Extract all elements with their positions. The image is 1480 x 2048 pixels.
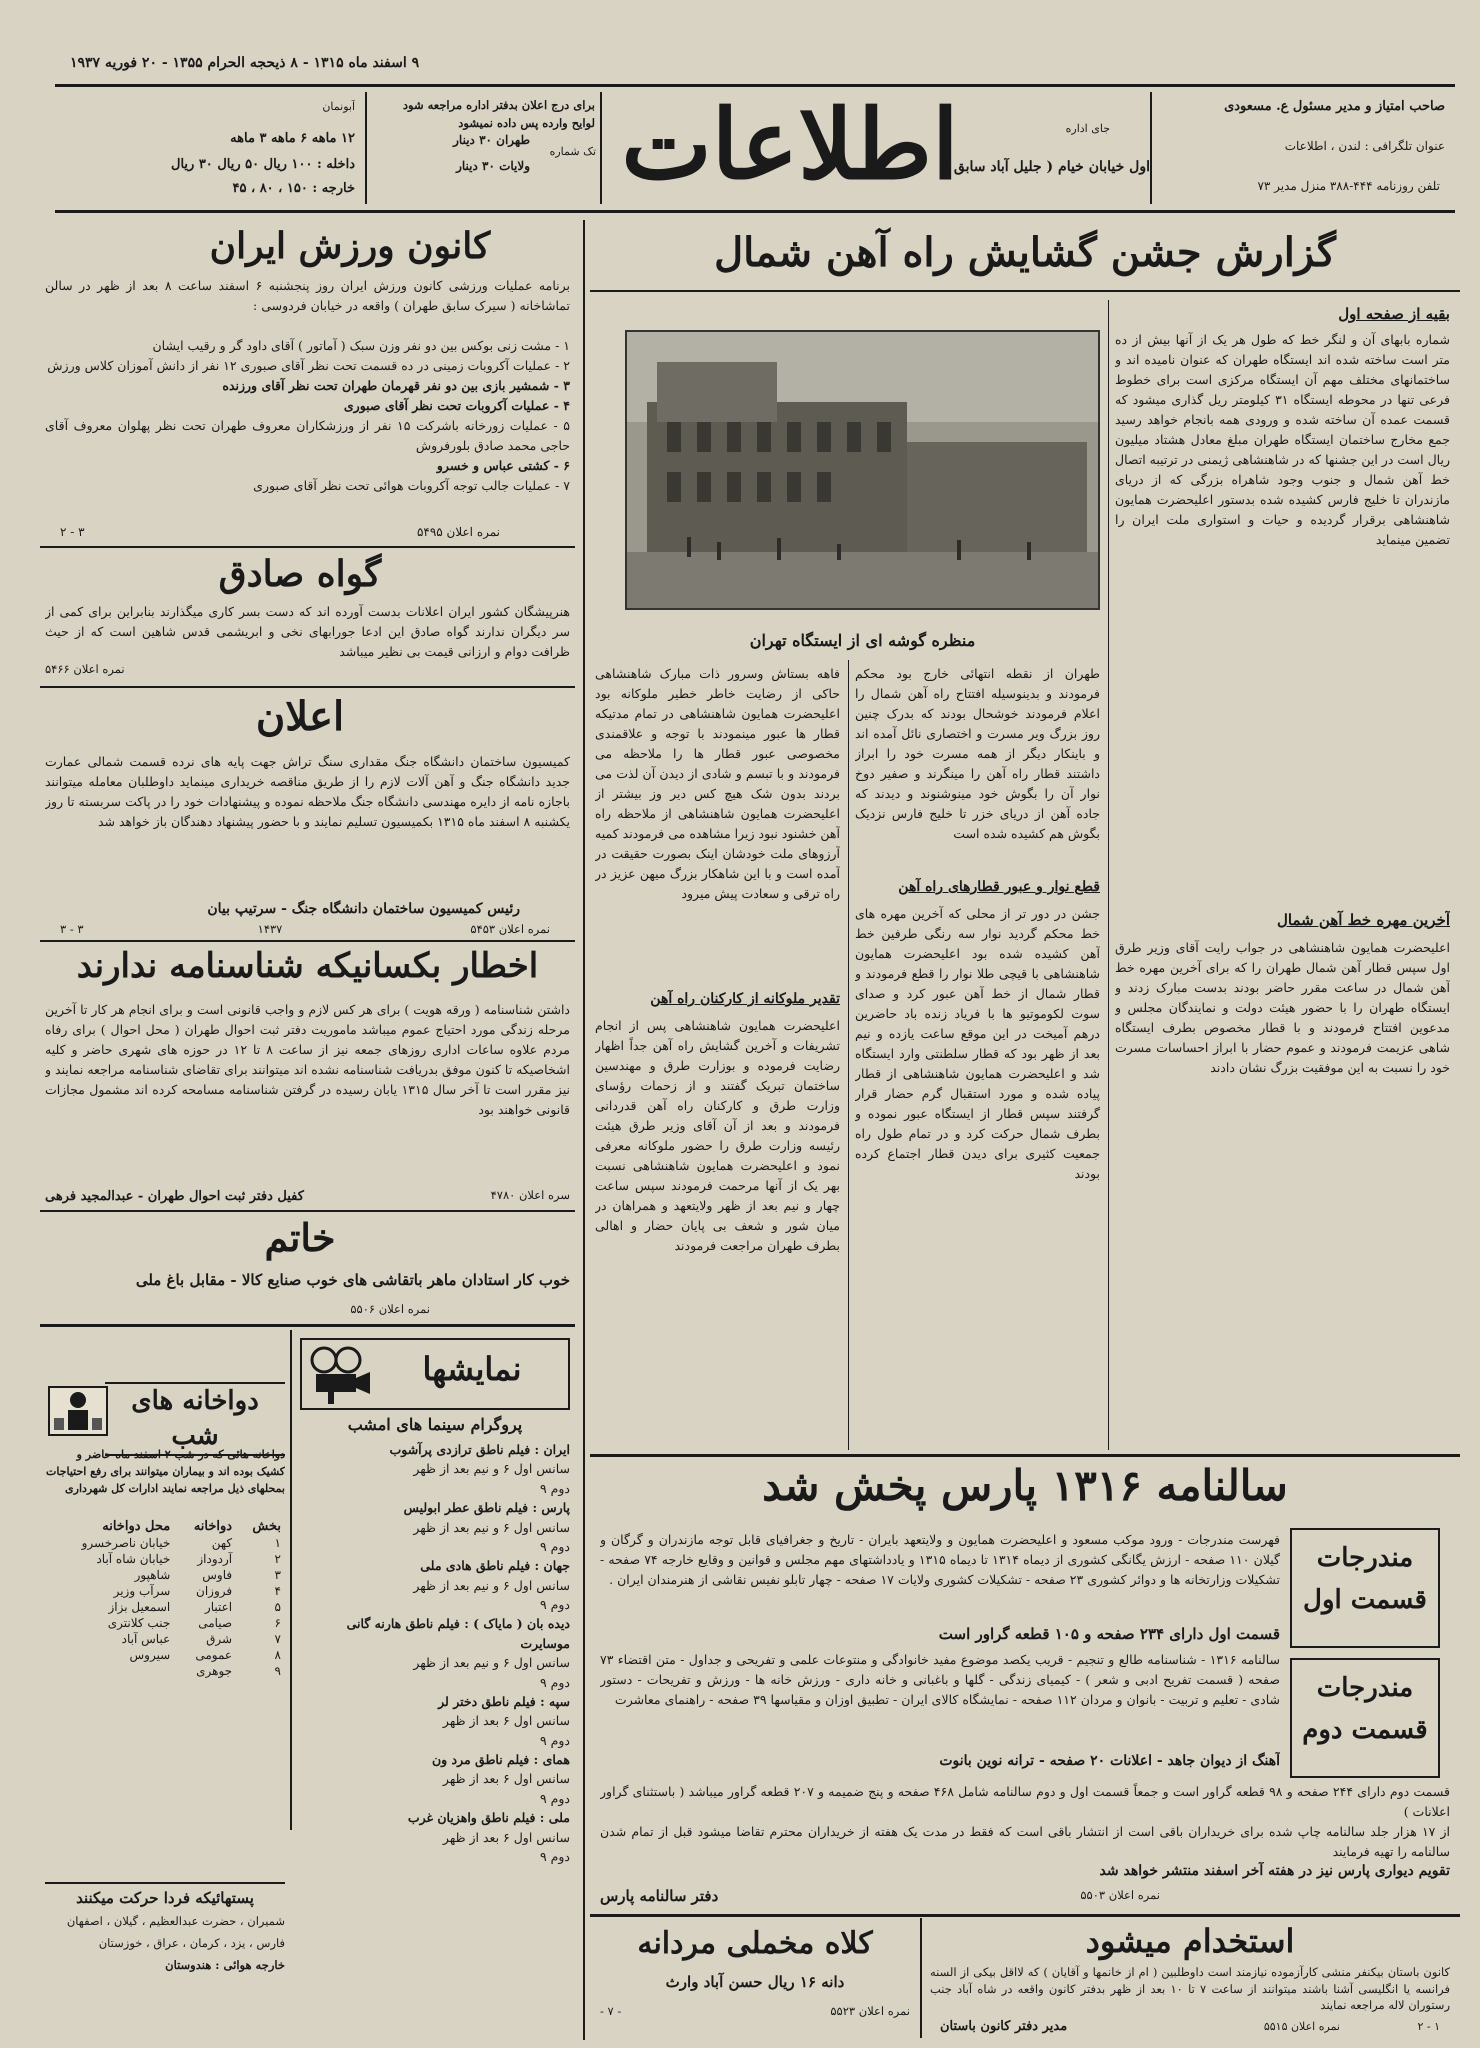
hiring-ref: نمره اعلان ۵۵۱۵ [1263, 2020, 1340, 2033]
list-item: پارس : فیلم ناطق عطر ابولیس سانس اول ۶ و نیم بعد از ظهر دوم ۹ [403, 1500, 570, 1554]
pharmacist-icon [50, 1388, 106, 1434]
hiring-title: استخدام میشود [1085, 1922, 1295, 1960]
warning-ref: سره اعلان ۴۷۸۰ [490, 1188, 570, 1202]
notice-ref3: ۱۴۳۷ [257, 922, 283, 936]
table-row: ۸ عمومی سیروس [129, 1648, 281, 1662]
table-row: ۹ جوهری [196, 1664, 281, 1678]
masthead-phone: تلفن روزنامه ۴۴۴-۳۸۸ منزل مدیر ۷۳ [1257, 179, 1440, 193]
masthead-subs-foreign: خارجه : ۱۵۰ ، ۸۰ ، ۴۵ [232, 181, 355, 196]
warning-title: اخطار بکسانیکه شناسنامه ندارند [76, 946, 539, 986]
almanac-ref: نمره اعلان ۵۵۰۳ [1080, 1888, 1160, 1902]
list-item: جهان : فیلم ناطق هادی ملی سانس اول ۶ و نیم بعد از ظهر دوم ۹ [413, 1558, 570, 1612]
pharmacy-intro: دواخانه هائی که در شب ۲ اسفند ماه حاضر و کشیک بوده اند و بیماران میتوانند برای رفع احتیاجات بمحلهای ذیل مراجعه نمایند ادارات کل شهرداری [46, 1448, 285, 1496]
masthead-price-provinces: ولایات ۳۰ دینار [456, 159, 530, 173]
cinema-program [300, 1440, 570, 1866]
table-row: ۲ آردوداز خیابان شاه آباد [96, 1552, 281, 1566]
railway-col-right-sub: آخرین مهره خط آهن شمال [1277, 911, 1450, 929]
table-row: ۷ شرق عباس آباد [121, 1632, 281, 1646]
masthead-office-label: جای اداره [1065, 122, 1110, 135]
notice-title: اعلان [255, 693, 345, 740]
witness-body: هنرپیشگان کشور ایران اعلانات بدست آورده اند که دست بسر کاری میگذارند بنابراین برای کمی از سر دیگران ندارند گواه صادق این ادعا جورابهای نخی و ابریشمی قدس شاهین است که از حیث ظرافت دوام و ارزانی قیمت بی نظیر میباشد [45, 604, 570, 659]
witness-title: گواه صادق [218, 553, 382, 595]
list-item: ۷ - عملیات جالب توجه آکروبات هوائی تحت نظر آقای صبوری [253, 478, 570, 493]
list-item: ۳ - شمشیر بازی بین دو نفر قهرمان طهران تحت نظر آقای ورزنده [222, 378, 570, 393]
pharmacy-tomorrow-line: شمیران ، حضرت عبدالعظیم ، گیلان ، اصفهان [66, 1914, 285, 1928]
cinema-header [300, 1338, 570, 1410]
railway-col-mid-2: جشن در دور تر از محلی که آخرین مهره های خط محکم گردید نوار سه رنگی طرفین خط آهن کشیده شده بود اعلیحضرت همایون شاهنشاهی با قیچی طلا نوار را قطع فرمودند و قطار شمال از خط آهن عبور کرد و صدای سوت لکوموتیو ها با فریاد زنده باد حاضرین درهم آمیخت در این موقع ساعت یازده و نیم بعد از ظهر بود که قطار سلطنتی وارد ایستگاه شد و اعلیحضرت همایون شاهنشاهی از قطار پیاده شده و مورد استقبال گرم حضار قرار گرفتند سپس قطار از ایستگاه عبور نموده و بطرف شمال حرکت کرد و در تمام طول راه جمعیت کثیری برای دیدن قطار اجتماع کرده بودند [855, 906, 1100, 1181]
railway-col-right: شماره بابهای آن و لنگر خط که طول هر یک از آنها بیش از ده متر است ساخته شده اند ایستگاه طهران که عنوان نامیده اند و ساختمانهای مختلف مهم آن ایستگاه مرکزی است برای خطوط فرعی تنها در محوطه ایستگاه ۳۱ کیلومتر ریل گذاری میشود که قسمت عمده آن ساخته شده و ورودی همه بانجام خواهد رسید جمع مخارج ساختمان ایستگاه طهران مبلغ معادل هشتاد میلیون ریال است در این جشنها که در شاهنشاهی ژیمنی در ترتیبه اتصال خط آهن شمال و جنوب وجود شاهراه بزرگی که از دریای مازندران تا خلیج فارس کشیده شده بدستور اعلیحضرت همایون شاهنشاهی برقرار گردیده و حیات و استواری ملت ایران را تضمین مینماید [1115, 332, 1450, 547]
railway-col-left-2: اعلیحضرت همایون شاهنشاهی پس از انجام تشریفات و آخرین گشایش راه آهن جداً اظهار رضایت فرموده و بوزارت طرق و مهندسین ساختمان تبریک گفتند و از زحمات رؤسای وزارت طرق و کارکنان راه آهن قدردانی فرمودند و بعد از آن آقای وزیر طرق هیئت رئیسه وزارت طرق را حضور ملوکانه معرفی نمود و اعلیحضرت همایون شاهنشاهی نسبت بهر یک از آنها مرحمت فرمودند سپس ساعت چهار و نیم بعد از ظهر ولایتعهد و همراهان در میان شور و شعف بی پایان حضار و اهالی بطرف طهران مراجعت فرمودند [595, 1018, 840, 1253]
list-item: ۶ - کشتی عباس و خسرو [436, 458, 570, 473]
masthead-ad-note-1: برای درج اعلان بدفتر اداره مراجعه شود [402, 98, 595, 112]
railway-col-mid: طهران از نقطه انتهائی خارج بود محکم فرمودند و بدینوسیله افتتاح راه آهن شمال را اعلام فرمودند خوشحال بودند که بدرک چنین روز بزرگ ویر مسرت و اختصاری نائل آمده اند و باینکار دیگر از همه مسرت خود را ابراز داشتند قطار راه آهن را مینگرند و صفیر دوخ نوار آن را بگوش خود مینوشنوند و دیدند که جاده آهن از دریای خزر تا خلیج فارس نزدیک بگوش هم کشیده شده است [855, 666, 1100, 841]
almanac-publisher: دفتر سالنامه پارس [600, 1887, 719, 1905]
table-row: ۴ فروزان سرآب وزیر [113, 1584, 281, 1598]
masthead-subs-domestic: داخله : ۱۰۰ ریال ۵۰ ریال ۳۰ ریال [171, 157, 355, 172]
masthead-price-label: تک شماره [549, 145, 596, 158]
table-header: محل دواخانه [102, 1519, 171, 1534]
pharmacy-tomorrow-title: پستهائیکه فردا حرکت میکنند [76, 1889, 254, 1907]
dateline: ۹ اسفند ماه ۱۳۱۵ - ۸ ذیحجه الحرام ۱۳۵۵ - ۲۰ فوریه ۱۹۳۷ [70, 55, 420, 71]
warning-signature: کفیل دفتر ثبت احوال طهران - عبدالمجید فرهی [45, 1189, 304, 1204]
list-item: ایران : فیلم ناطق ترازدی پرآشوب سانس اول ۶ و نیم بعد از ظهر دوم ۹ [389, 1442, 570, 1496]
pharmacy-tomorrow-line: فارس ، یزد ، کرمان ، عراق ، خوزستان [98, 1936, 285, 1950]
list-item: همای : فیلم ناطق مرد ون سانس اول ۶ بعد از ظهر دوم ۹ [431, 1752, 570, 1806]
cinema-subtitle: پروگرام سینما های امشب [347, 1415, 523, 1434]
masthead-subs-label: آبونمان [322, 100, 355, 113]
table-row: ۶ صیامی جنب کلانتری [107, 1616, 281, 1630]
almanac-text-2: سالنامه ۱۳۱۶ - شناسنامه طالع و تنجیم - قریب یکصد موضوع مفید خانوادگی و منتوعات علمی و تفریحی و جداول - متن اقتضاء ۷۳ صفحه ( قسمت تفریح ادبی و شعر ) - کیمیای زندگی - گلها و باغبانی و خانه داری - ورزش خانه ها - ورزش و تفریحات - دستور شادی - تعلیم و تربیت - بانوان و مردان ۱۱۲ صفحه - نمایشگاه کالای ایران - تطبیق اوزان و مقیاسها ۳۹ صفحه - راهنمای معاشرت [600, 1652, 1280, 1707]
cinema-title: نمایشها [422, 1350, 522, 1388]
notice-ref: نمره اعلان ۵۴۵۳ [470, 922, 550, 936]
khatam-body: خوب کار استادان ماهر باتقاشی های خوب صنایع کالا - مقابل باغ ملی [135, 1271, 570, 1289]
pharmacy-logo [48, 1386, 108, 1436]
list-item: ملی : فیلم ناطق واهزیان غرب سانس اول ۶ بعد از ظهر دوم ۹ [407, 1810, 570, 1864]
masthead-price-tehran: طهران ۳۰ دینار [453, 133, 530, 147]
railway-col-left: فاهه بستاش وسرور ذات مبارک شاهنشاهی حاکی از رضایت خاطر خطیر ملوکانه بود اعلیحضرت همایون شاهنشاهی در تمام مدتیکه قطار ها عبور مینمودند با توجه و علاقمندی مخصوصی عبور قطار ها را ملاحظه می فرمودند و با تبسم و شادی از دیدن آن لذت می بردند بدون شک هیچ کس دیر وز بیشتر از اعلیحضرت همایون شاهنشاهی از ملاحظه راه آهن خشنود نبود زیرا مشاهده می فرمودند کمیه آرزوهای ملت خودشان اینک بصورت حقیقت در آمده است و با این شاهکار بزرگ میهن عزیز در راه ترقی و سعادت پیش میرود [595, 666, 840, 901]
hiring-ref2: ۱ - ۲ [1417, 2020, 1440, 2033]
hiring-signature: مدیر دفتر کانون باستان [940, 2019, 1068, 2034]
masthead-address: اول خیابان خیام ( جلیل آباد سابق ) [942, 159, 1150, 175]
almanac-lottery-line: آهنگ از دیوان جاهد - اعلانات ۲۰ صفحه - ترانه نوین بانوت [939, 1753, 1280, 1769]
almanac-calendar-line: تقویم دیواری پارس نیز در هفته آخر اسفند منتشر خواهد شد [1099, 1863, 1450, 1879]
table-row: ۵ اعتبار اسمعیل بزاز [108, 1600, 281, 1614]
projector-icon [304, 1344, 374, 1406]
almanac-text-1: فهرست مندرجات - ورود موکب مسعود و اعلیحضرت همایون و ولایتعهد بایران - تاریخ و جغرافیای قابل توجه مازندران و گرگان و گیلان ۱۱۰ صفحه - ارزش یگانگی کشوری از دیماه ۱۳۱۴ تا دیماه ۱۳۱۵ و یادداشتهای مهم مجلس و قوانین و وقایع خارجه ۷۴ صفحه - تشکیلات وزارتخانه ها و دوائر کشوری ۲۳ صفحه - تشکیلات کشوری ولایات ۱۷ صفحه - چهار تابلو نفیس نقاشی از هنرمندان ایران . [600, 1532, 1280, 1587]
table-header: دواخانه [193, 1519, 233, 1534]
masthead-subs-header: ۱۲ ماهه ۶ ماهه ۳ ماهه [230, 131, 355, 146]
railway-photo-caption: منظره گوشه ای از ایستگاه تهران [749, 631, 976, 650]
list-item: ۲ - عملیات آکروبات زمینی در ده قسمت تحت نظر آقای صبوری ۱۲ نفر از دانش آموزان کلاس ورزش [47, 358, 570, 373]
table-header: بخش [252, 1519, 281, 1534]
masthead-title: اطلاعات [621, 92, 959, 198]
hats-title: کلاه مخملی مردانه [637, 1926, 873, 1961]
almanac-note: از ۱۷ هزار جلد سالنامه چاپ شده برای خریداران باقی است از انتشار باقی است که فقط در مدت یک هفته از خریداران محترم تقاضا میشود قبل از تمام شدن سالنامه را تهیه فرمایند [600, 1824, 1450, 1859]
sport-intro: برنامه عملیات ورزشی کانون ورزش ایران روز پنجشنبه ۶ اسفند ساعت ۸ بعد از ظهر در سالن تماشاخانه ( سیرک سابق طهران ) واقعه در خیابان فردوسی : [45, 278, 570, 313]
notice-body: کمیسیون ساختمان دانشگاه جنگ مقداری سنگ تراش جهت پایه های نرده قسمت شمالی عمارت جدید دانشگاه جنگ و آهن آلات لازم را از طریق مناقصه خریداری مینماید داوطلبان معامله میتوانند باجازه نامه از دایره مهندسی دانشگاه جنگ ملاحظه نموده و پیشنهادات خود را در پاکت سربسته تا روز یکشنبه ۸ اسفند ماه ۱۳۱۵ بکمیسیون تسلیم نمایند و با حضور پیشنهاد دهندگان باز خواهد شد [45, 754, 570, 829]
hiring-body: کانون باستان بیکنفر منشی کارآزموده نیازمند است داوطلبین ( ام از خانمها و آقایان ) که لااقل بیکی از السنه فرانسه یا انگلیسی آشنا باشند میتوانند از ساعت ۷ تا ۱۰ بعد از ظهر بدفتر کانون واقعه در شاه آباد جنب رستوران لاله مراجعه نمایند [930, 1965, 1450, 2013]
railway-col-left-sub: تقدیر ملوکانه از کارکنان راه آهن [650, 991, 840, 1007]
list-item: ۴ - عملیات آکروبات تحت نظر آقای صبوری [343, 398, 570, 413]
almanac-contents-box-2 [1290, 1658, 1440, 1778]
hats-ref: نمره اعلان ۵۵۲۳ [830, 2004, 910, 2018]
table-row: ۳ فاوس شاهپور [134, 1568, 281, 1582]
masthead-telegraph: عنوان تلگرافی : لندن ، اطلاعات [1284, 139, 1445, 153]
pharmacy-tomorrow-line: خارجه هوائی : هندوستان [165, 1958, 285, 1972]
table-row: ۱ کهن خیابان ناصرخسرو [81, 1536, 281, 1550]
hats-subtitle: دانه ۱۶ ریال حسن آباد وارث [665, 1973, 845, 1991]
hats-ref2: - ۷ - [600, 2004, 622, 2018]
railway-col-mid-sub: قطع نوار و عبور قطارهای راه آهن [898, 879, 1100, 895]
warning-body: داشتن شناسنامه ( ورقه هویت ) برای هر کس لازم و واجب قانونی است و برای انجام هر کار تا آخرین مرحله زندگی مورد احتیاج عموم میباشد ماموریت دفتر ثبت احوال طهران ( محل احوال ) برای رفاه مردم علاوه ساعات اداری روزهای جمعه نیز از ساعت ۸ تا ۱۲ در حوزه های شهری حاضر و کلیه اشخاصیکه تا کنون موفق بدریافت شناسنامه نشده اند میتوانند برای تقاضای شناسنامه مراجعه نمایند و نیز مقرر است تا آخر سال ۱۳۱۵ یابان رسیده در گرفتن شناسنامه مسامحه کرده اند مشمول مجازات قانونی خواهند بود [45, 1002, 570, 1117]
railway-title: گزارش جشن گشایش راه آهن شمال [714, 229, 1336, 276]
sport-ref: نمره اعلان ۵۴۹۵ [416, 525, 500, 539]
almanac-contents-box-1 [1290, 1528, 1440, 1648]
station-building-image [627, 332, 1098, 608]
railway-col-right-2: اعلیحضرت همایون شاهنشاهی در جواب رایت آقای وزیر طرق اول سپس قطار آهن شمال طهران را که برای آخرین مهره خط آهن شمال در ساعت مقرر حاضر بودند بدست مبارک زدند و ایستگاه طهران را با حضور هیئت دولت و نمایندگان مجلس و مدعوین افتتاح فرمودند و با قطار مخصوص بطرف ایستگاه شاهی عزیمت فرمودند و عموم حضار با ابراز احساسات مسرت خود را نسبت به این موفقیت بزرگ نشان دادند [1115, 940, 1450, 1075]
masthead-ad-note-2: لوایح وارده پس داده نمیشود [458, 116, 595, 130]
masthead-owner: صاحب امتیاز و مدیر مسئول ع. مسعودی [1224, 99, 1445, 114]
list-item: ۵ - عملیات زورخانه باشرکت ۱۵ نفر از ورزشکاران معروف طهران تحت نظر پهلوان معروف آقای حاجی محمد صادق بلورفروش [45, 418, 570, 453]
pharmacy-title: دواخانه های شب [105, 1382, 285, 1456]
list-item: ۱ - مشت زنی بوکس بین دو نفر وزن سبک ( آماتور ) آقای داود گر و رقیب ایشان [152, 338, 570, 353]
railway-continued: بقیه از صفحه اول [1338, 305, 1450, 323]
pharmacy-table [45, 1518, 285, 1679]
list-item: سپه : فیلم ناطق دختر لر سانس اول ۶ بعد از ظهر دوم ۹ [438, 1693, 570, 1748]
almanac-contents-label: مندرجات قسمت اول [1303, 1543, 1427, 1615]
notice-ref2: ۳ - ۳ [60, 922, 84, 936]
almanac-part2-summary: قسمت دوم دارای ۲۴۴ صفحه و ۹۸ قطعه گراور است و جمعاً قسمت اول و دوم سالنامه شامل ۴۶۸ صفحه و پنج ضمیمه و ۲۰۷ قطعه گراور میباشد ( باستثنای گراور اعلانات ) [600, 1784, 1450, 1819]
list-item: دیده بان ( مایاک ) : فیلم ناطق هارنه گانی موسایرت سانس اول ۶ و نیم بعد از ظهر دوم ۹ [346, 1616, 570, 1690]
khatam-ref: نمره اعلان ۵۵۰۶ [350, 1302, 430, 1316]
notice-signature: رئیس کمیسیون ساختمان دانشگاه جنگ - سرتیپ بیان [207, 901, 520, 917]
sport-title: کانون ورزش ایران [209, 225, 491, 267]
almanac-title: سالنامه ۱۳۱۶ پارس پخش شد [762, 1461, 1288, 1510]
railway-station-photo [625, 330, 1100, 610]
sport-program-list [45, 336, 570, 496]
khatam-title: خاتم [264, 1215, 336, 1260]
witness-ref: نمره اعلان ۵۴۶۶ [45, 662, 125, 676]
almanac-part1-summary: قسمت اول دارای ۲۳۴ صفحه و ۱۰۵ قطعه گراور است [938, 1625, 1280, 1643]
almanac-contents-label: مندرجات قسمت دوم [1302, 1673, 1428, 1745]
sport-ref2: ۳ - ۲ [60, 525, 85, 539]
